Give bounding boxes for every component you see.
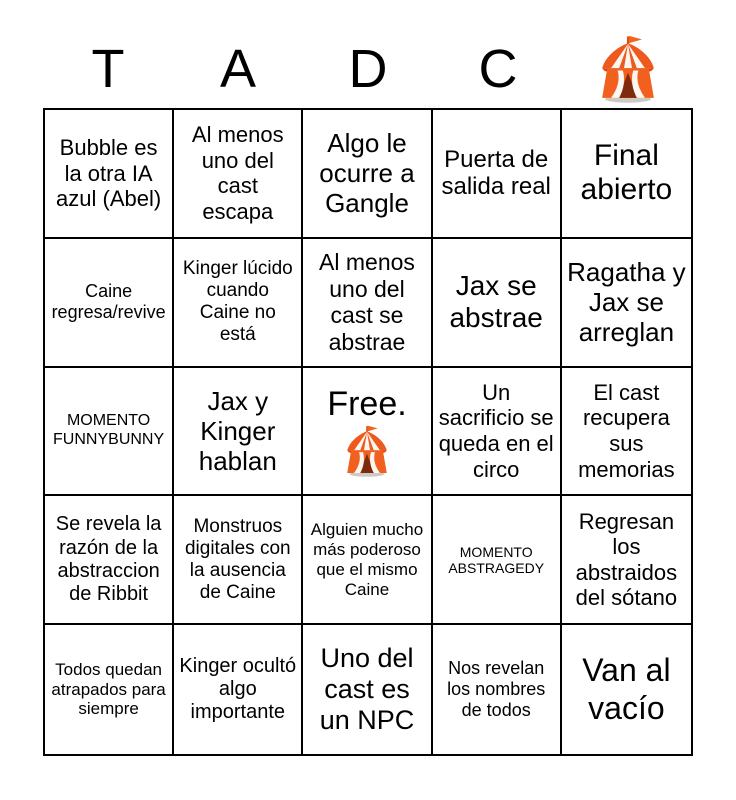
header-letter-t: T [91, 39, 125, 99]
bingo-cell[interactable]: Ragatha y Jax se arreglan [562, 239, 691, 368]
bingo-cell[interactable]: Van al vacío [582, 652, 671, 726]
bingo-cell[interactable]: Uno del cast es un NPC [303, 625, 432, 754]
bingo-cell[interactable]: Monstruos digitales con la ausencia de Caine [174, 496, 303, 625]
bingo-header [43, 33, 693, 105]
bingo-cell[interactable]: Un sacrificio se queda en el circo [433, 368, 562, 497]
header-letter-c: C [478, 39, 518, 99]
bingo-cell[interactable]: Jax y Kinger hablan [174, 368, 303, 497]
header-letter-a: A [219, 39, 257, 99]
bingo-cell[interactable]: Todos quedan atrapados para siempre [45, 625, 174, 754]
bingo-cell[interactable]: Al menos uno del cast escapa [174, 110, 303, 239]
bingo-cell[interactable]: Algo le ocurre a Gangle [303, 110, 432, 239]
header-letter-d: D [348, 39, 388, 99]
bingo-cell[interactable]: Puerta de salida real [433, 110, 562, 239]
bingo-cell[interactable]: Final abierto [562, 110, 691, 239]
bingo-cell[interactable]: Kinger ocultó algo importante [174, 625, 303, 754]
bingo-cell[interactable]: Jax se abstrae [433, 239, 562, 368]
bingo-cell[interactable]: Se revela la razón de la abstraccion de Ribbit [45, 496, 174, 625]
bingo-cell-free[interactable] [303, 368, 432, 497]
bingo-cell[interactable]: Regresan los abstraidos del sótano [562, 496, 691, 625]
circus-tent-icon [343, 425, 391, 477]
bingo-cell[interactable]: MOMENTO FUNNYBUNNY [45, 368, 174, 497]
bingo-cell[interactable]: Bubble es la otra IA azul (Abel) [45, 110, 174, 239]
free-cell-label: Free. [327, 384, 407, 423]
bingo-cell[interactable]: Nos revelan los nombres de todos [433, 625, 562, 754]
bingo-cell[interactable]: Al menos uno del cast se abstrae [303, 239, 432, 368]
circus-tent-icon [597, 35, 659, 103]
bingo-cell[interactable]: El cast recupera sus memorias [562, 368, 691, 497]
bingo-cell[interactable]: Caine regresa/revive [45, 239, 174, 368]
bingo-cell[interactable]: MOMENTO ABSTRAGEDY [433, 496, 562, 625]
bingo-cell[interactable]: Alguien mucho más poderoso que el mismo Caine [303, 496, 432, 625]
bingo-cell[interactable]: Kinger lúcido cuando Caine no está [174, 239, 303, 368]
bingo-grid [43, 108, 693, 756]
